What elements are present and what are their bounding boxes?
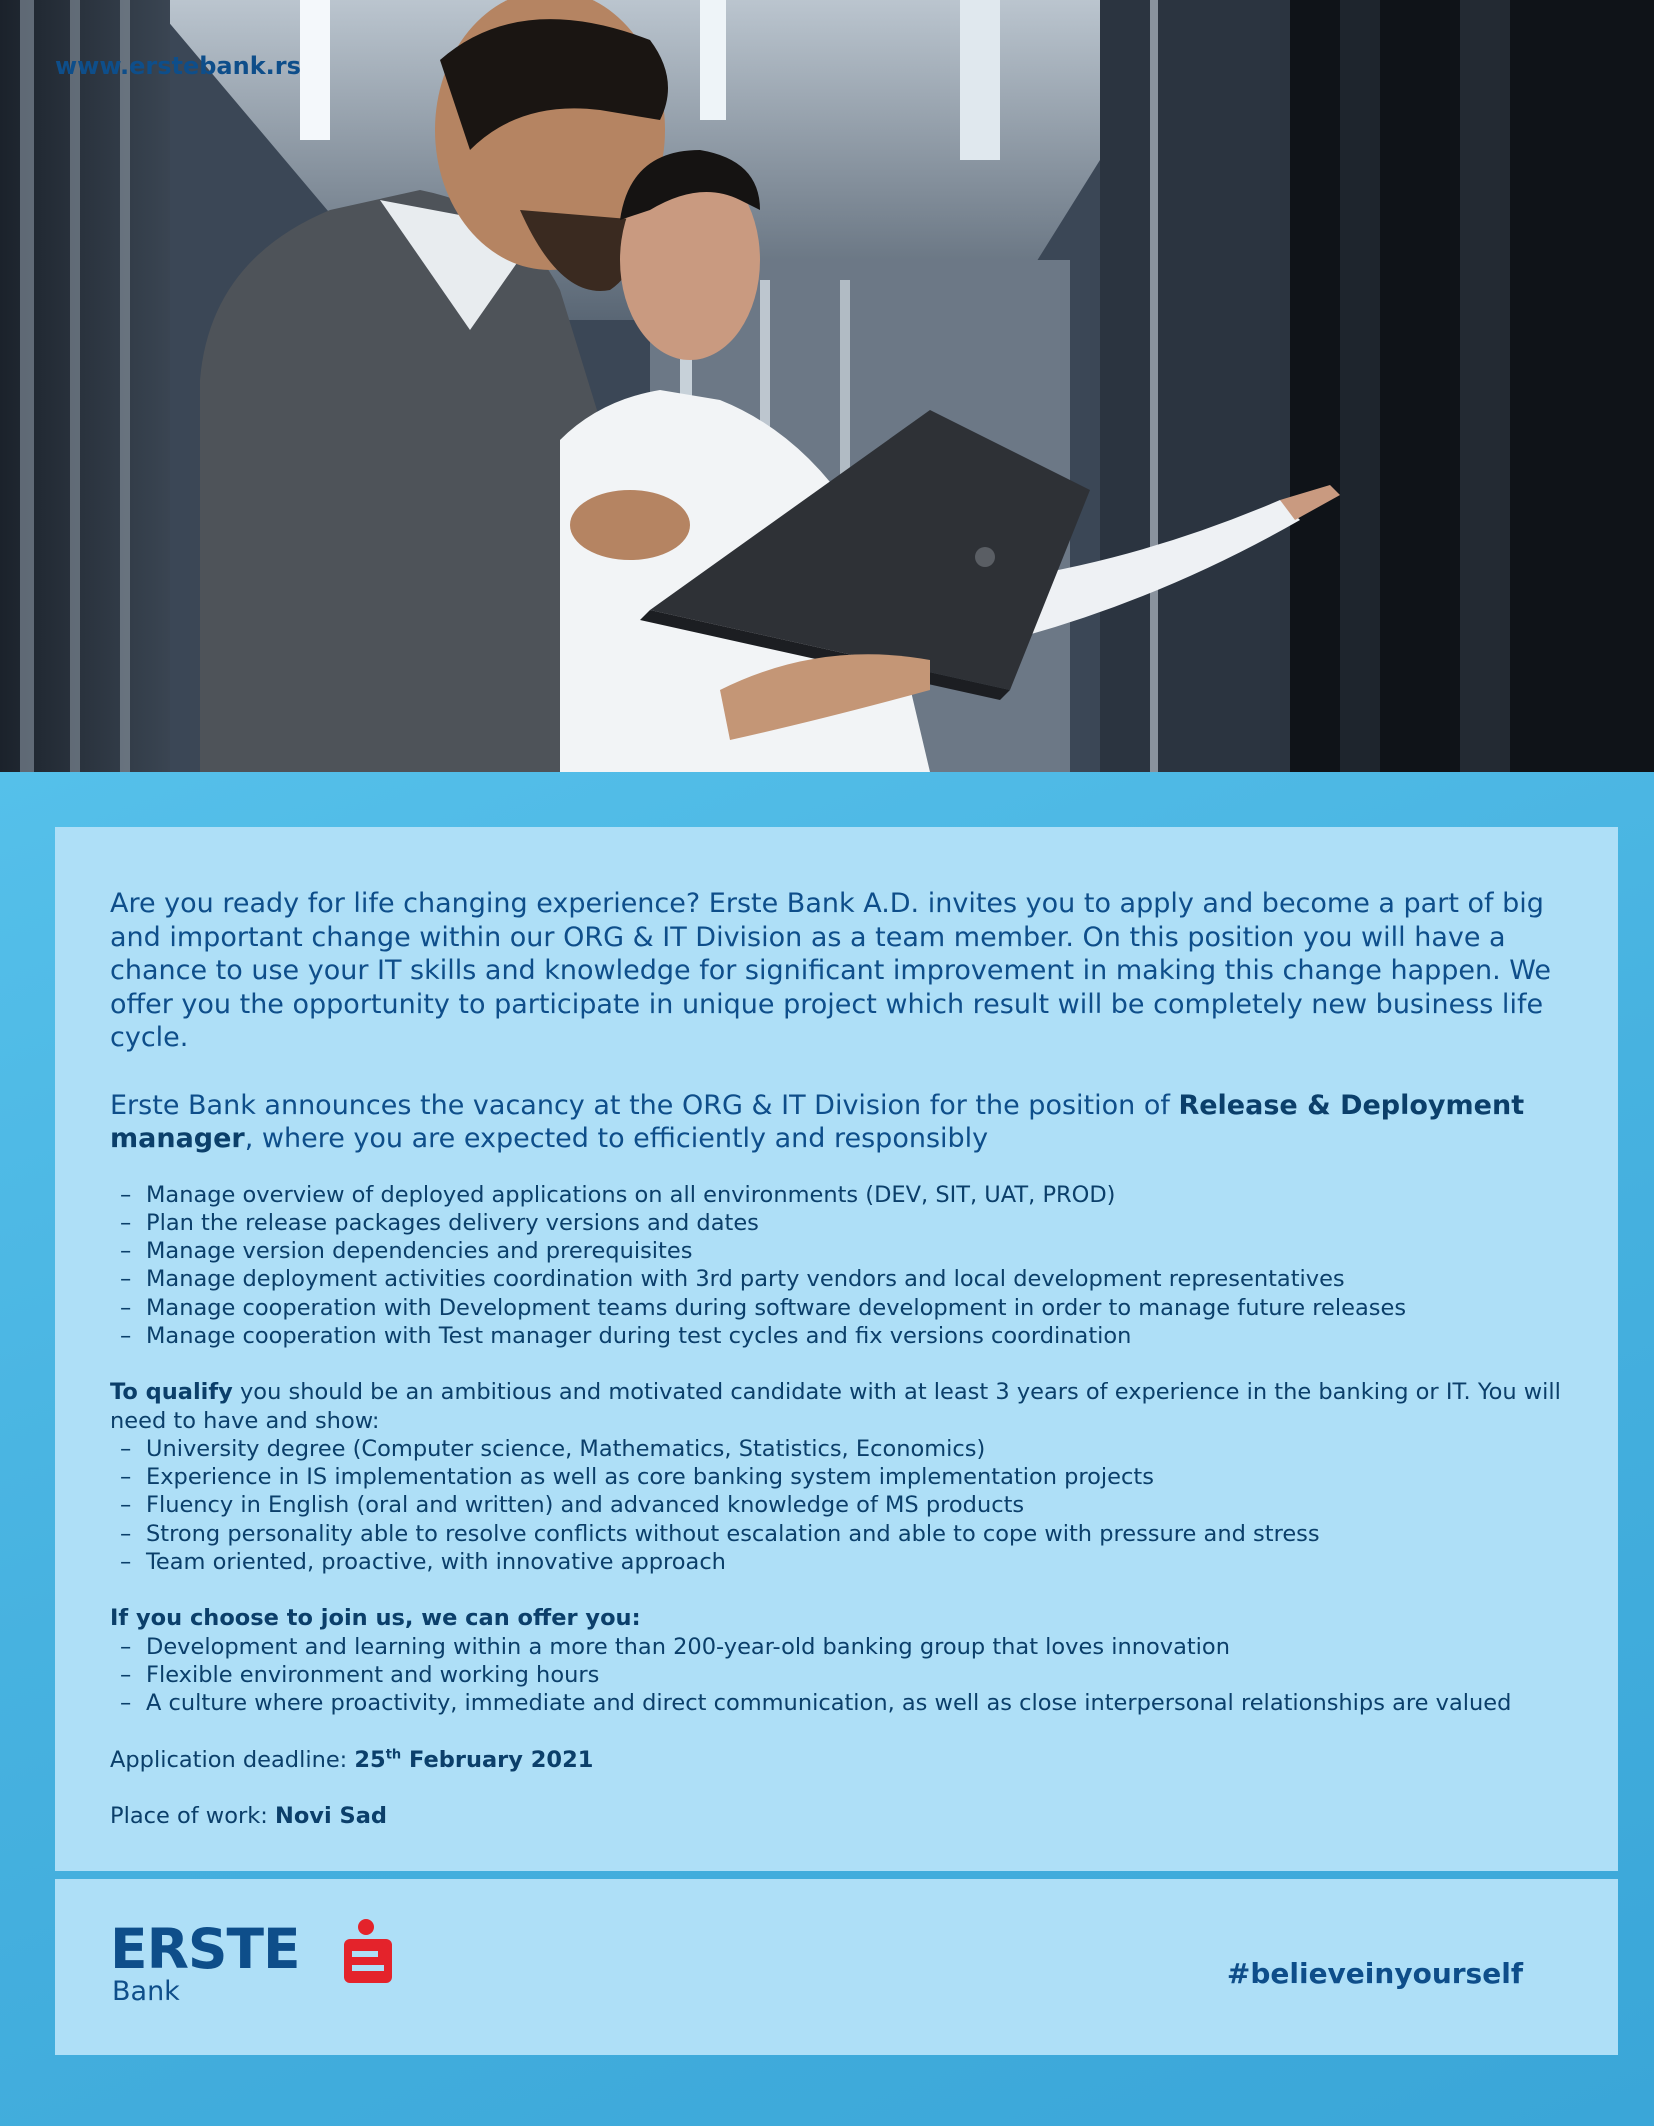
hashtag[interactable]: #believeinyourself [1226, 1957, 1523, 1990]
qualify-text: you should be an ambitious and motivated candidate with at least 3 years of experience in the banking or IT. You will need to have and show: [110, 1379, 1561, 1434]
qualify-paragraph [110, 1378, 1570, 1435]
job-description-card [55, 827, 1618, 1871]
hero-photo [0, 0, 1654, 772]
logo-wordmark: ERSTE [110, 1917, 300, 1981]
list-item: – Experience in IS implementation as well as core banking system implementation projects [110, 1463, 1563, 1491]
place-value: Novi Sad [275, 1802, 387, 1829]
list-item: – Manage version dependencies and prerequisites [110, 1237, 1563, 1265]
footer-card [55, 1879, 1618, 2055]
duties-list [110, 1181, 1563, 1351]
announce-prefix: Erste Bank announces the vacancy at the ORG & IT Division for the position of [110, 1089, 1179, 1121]
list-item: – University degree (Computer science, Mathematics, Statistics, Economics) [110, 1435, 1563, 1463]
list-item: – A culture where proactivity, immediate and direct communication, as well as close interpersonal relationships are valued [110, 1689, 1563, 1717]
place-label: Place of work: [110, 1802, 275, 1829]
list-item: – Team oriented, proactive, with innovative approach [110, 1548, 1563, 1576]
list-item: – Flexible environment and working hours [110, 1661, 1563, 1689]
place-of-work [110, 1802, 1563, 1830]
list-item: – Manage cooperation with Development teams during software development in order to manage future releases [110, 1294, 1563, 1322]
list-item: – Manage deployment activities coordination with 3rd party vendors and local development representatives [110, 1265, 1563, 1293]
erste-s-icon [338, 1919, 394, 1985]
announcement-paragraph [110, 1089, 1570, 1156]
deadline-label: Application deadline: [110, 1746, 355, 1773]
erste-bank-logo [110, 1919, 350, 2019]
position-title: Release & Deployment manager [110, 1089, 1525, 1154]
list-item: – Manage overview of deployed applications on all environments (DEV, SIT, UAT, PROD) [110, 1181, 1563, 1209]
list-item: – Manage cooperation with Test manager during test cycles and fix versions coordination [110, 1322, 1563, 1350]
site-url[interactable]: www.erstebank.rs [55, 52, 301, 80]
list-item: – Development and learning within a more than 200-year-old banking group that loves innovation [110, 1633, 1563, 1661]
logo-subtitle: Bank [112, 1976, 180, 2007]
announce-suffix: , where you are expected to efficiently and responsibly [244, 1123, 989, 1154]
qualify-lead: To qualify [110, 1379, 233, 1406]
intro-paragraph: Are you ready for life changing experience? Erste Bank A.D. invites you to apply and become a part of big and important change within our ORG & IT Division as a team member. On this position you will have a chance to use your IT skills and knowledge for significant improvement in making this change happen. We offer you the opportunity to participate in unique project which result will be completely new business life cycle. [110, 888, 1552, 1053]
offers-list [110, 1633, 1563, 1718]
requirements-list [110, 1435, 1563, 1576]
list-item: – Strong personality able to resolve conflicts without escalation and able to cope with pressure and stress [110, 1520, 1563, 1548]
application-deadline [110, 1746, 1563, 1774]
list-item: – Fluency in English (oral and written) and advanced knowledge of MS products [110, 1491, 1563, 1519]
deadline-date: 25th February 2021 [354, 1746, 594, 1773]
hero-illustration [0, 0, 1654, 772]
offer-heading: If you choose to join us, we can offer you: [110, 1605, 641, 1632]
list-item: – Plan the release packages delivery versions and dates [110, 1209, 1563, 1237]
